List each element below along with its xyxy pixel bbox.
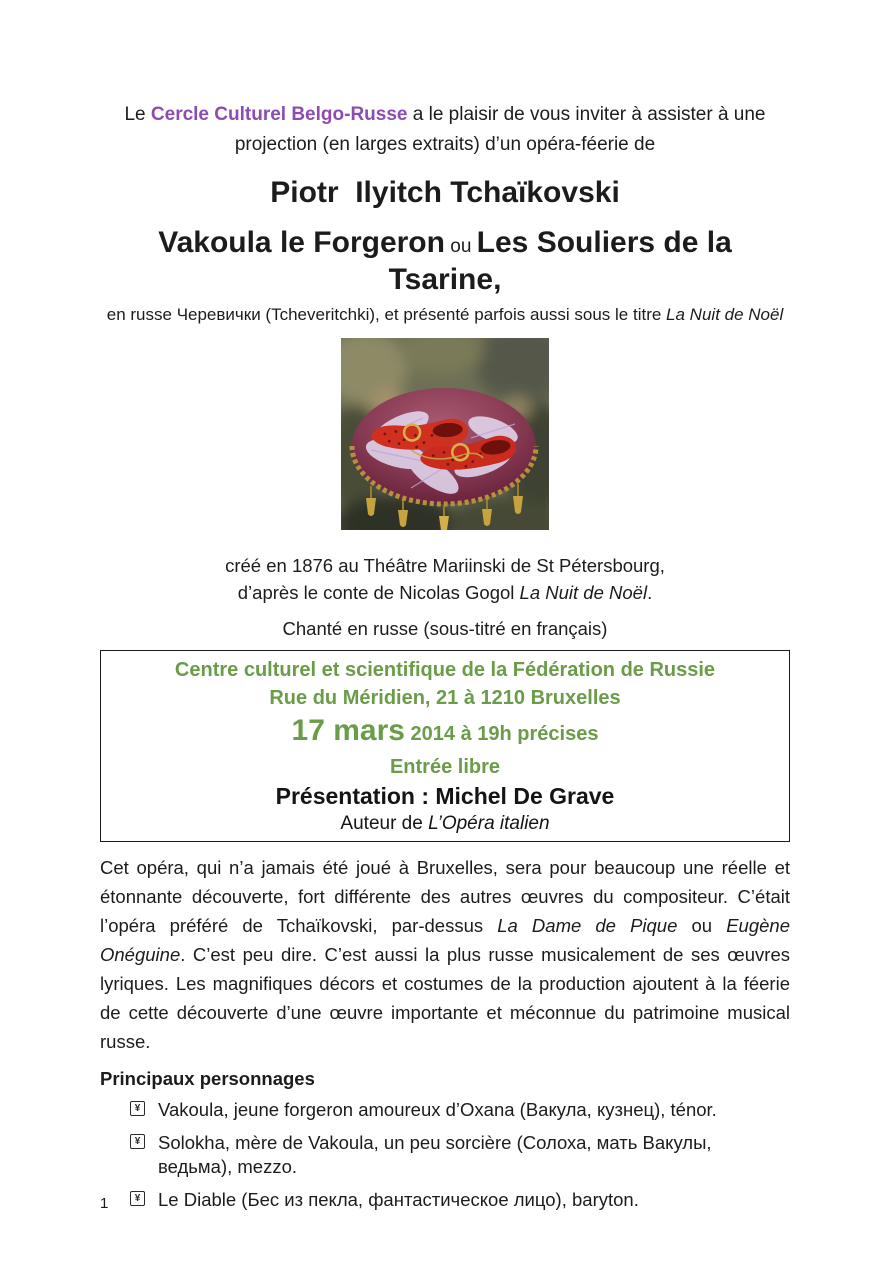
characters-list <box>100 1098 790 1212</box>
description-text-1: Cet opéra, qui n’a jamais été joué à Bruxelles, sera pour beaucoup une réelle et étonnante découverte, fort différente des autres œuvres du compositeur. C’était l’opéra préféré de Tchaïkovski, par-dessus <box>100 857 790 936</box>
work-title-dame-de-pique: La Dame de Pique <box>497 915 678 936</box>
missing-glyph-bullet-icon: ¥ <box>130 1134 145 1149</box>
characters-heading: Principaux personnages <box>100 1068 315 1089</box>
event-address: Rue du Méridien, 21 à 1210 Bruxelles <box>269 687 621 709</box>
missing-glyph-bullet-icon: ¥ <box>130 1191 145 1206</box>
event-date-day: 17 mars <box>291 714 405 747</box>
opera-title-part3: Tsarine, <box>388 263 502 296</box>
creation-line2: d’après le conte de Nicolas Gogol <box>237 582 520 603</box>
language-note: Chanté en russe (sous-titré en français) <box>282 618 608 639</box>
description-text-2: ou <box>677 915 727 936</box>
list-item <box>130 1188 790 1212</box>
creation-note <box>100 552 790 606</box>
creation-line2-end: . <box>647 582 653 603</box>
subtitle-alt-title: La Nuit de Noël <box>666 305 784 324</box>
event-date-time: 2014 à 19h précises <box>404 723 599 745</box>
description-text-3: . C’est peu dire. C’est aussi la plus russe musicalement de ses œuvres lyriques. Les magnifiques décors et costumes de la production ajoutent à la féerie de cette découverte d’une œuvre importante et méconnue du patrimoine musical russe. <box>100 944 790 1052</box>
character-diable: Le Diable (Бес из пекла, фантастическое лицо), baryton. <box>158 1189 639 1210</box>
author-prefix: Auteur de <box>340 813 429 834</box>
opera-description <box>100 853 790 1056</box>
character-vakoula: Vakoula, jeune forgeron amoureux d’Oxana (Вакула, кузнец), ténor. <box>158 1099 717 1120</box>
list-item <box>130 1098 790 1122</box>
russian-subtitle <box>100 303 790 326</box>
event-presenter: Présentation : Michel De Grave <box>275 783 615 809</box>
creation-story-title: La Nuit de Noël <box>519 582 648 603</box>
missing-glyph-bullet-icon: ¥ <box>130 1101 145 1116</box>
opera-photo <box>100 338 790 530</box>
work-title-eugene-oneguine: Eugène Onéguine <box>100 915 790 965</box>
opera-title-part1: Vakoula le Forgeron <box>158 226 445 259</box>
opera-title <box>100 226 790 296</box>
event-venue: Centre culturel et scientifique de la Fédération de Russie <box>174 659 716 681</box>
page-number: 1 <box>100 1195 109 1212</box>
red-slippers-on-cushion-illustration <box>341 338 549 530</box>
event-date <box>105 712 785 753</box>
creation-line1: créé en 1876 au Théâtre Mariinski de St Pétersbourg, <box>225 555 665 576</box>
list-item <box>130 1131 790 1179</box>
intro-text-post: a le plaisir de vous inviter à assister à une projection (en larges extraits) d’un opéra-féerie de <box>234 104 766 155</box>
invitation-intro <box>100 100 790 160</box>
club-name: Cercle Culturel Belgo-Russe <box>150 104 408 125</box>
event-admission: Entrée libre <box>389 756 501 778</box>
subtitle-text: en russe Черевички (Tcheveritchki), et présenté parfois aussi sous le titre <box>106 305 667 324</box>
character-solokha: Solokha, mère de Vakoula, un peu sorcière (Солоха, мать Вакулы, ведьма), mezzo. <box>158 1132 712 1177</box>
event-author-line <box>105 811 785 837</box>
opera-title-part2: Les Souliers de la <box>476 226 732 259</box>
event-details-box <box>100 650 790 842</box>
author-book-title: L’Opéra italien <box>428 813 550 834</box>
intro-text-pre: Le <box>124 104 151 125</box>
composer-title: Piotr Ilyitch Tchaïkovski <box>270 176 620 209</box>
opera-title-connector: ou <box>444 236 477 257</box>
